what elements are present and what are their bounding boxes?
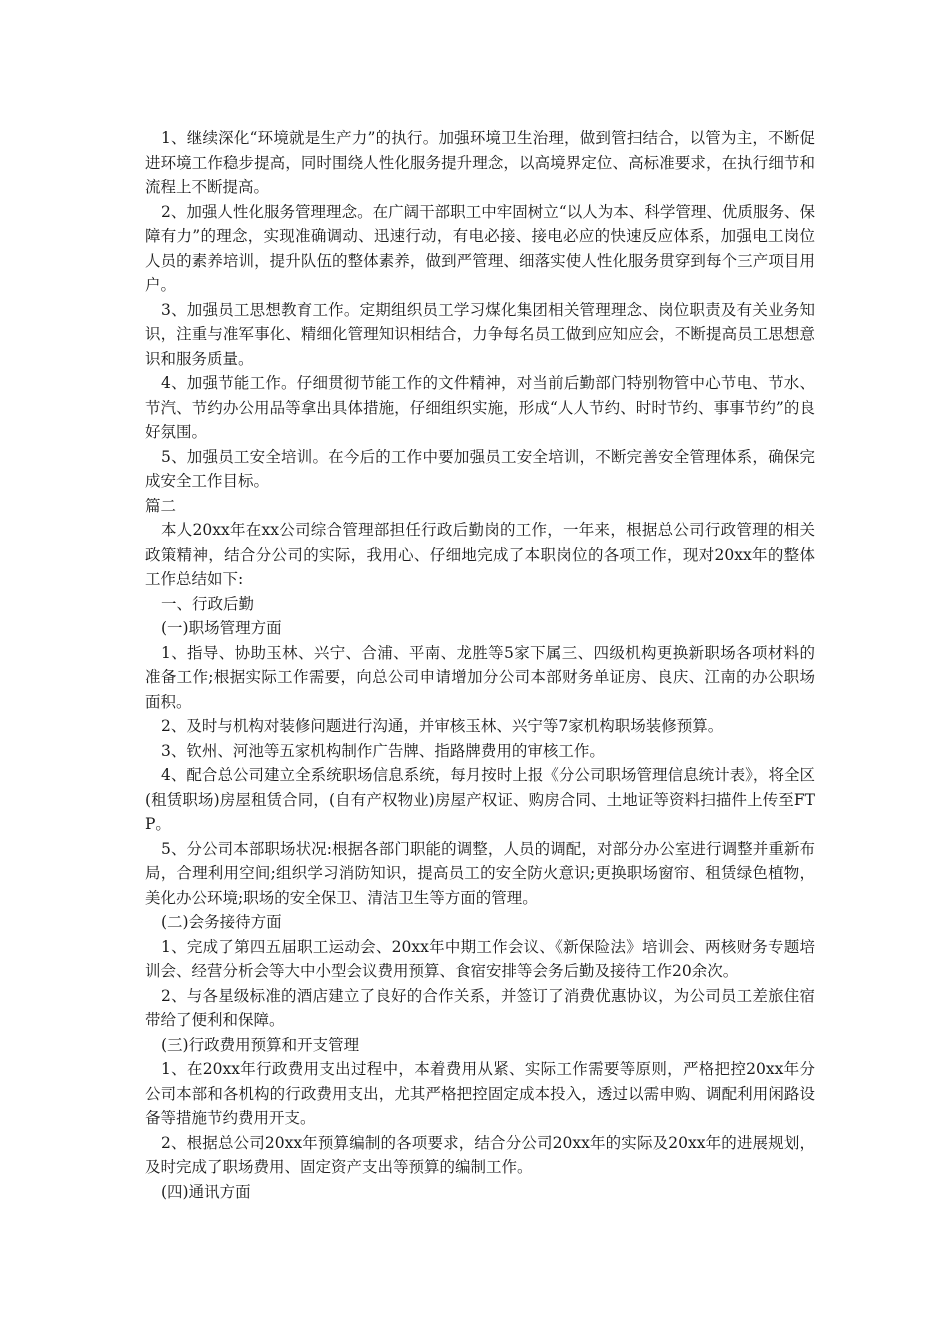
subsection-heading: 一、行政后勤 <box>161 594 255 613</box>
paragraph: 2、与各星级标准的酒店建立了良好的合作关系，并签订了消费优惠协议，为公司员工差旅住宿带给了便利和保障。 <box>145 986 815 1029</box>
subsection-heading: (四)通讯方面 <box>161 1182 251 1201</box>
subsection-heading: (三)行政费用预算和开支管理 <box>161 1035 360 1054</box>
paragraph: 本人20xx年在xx公司综合管理部担任行政后勤岗的工作，一年来，根据总公司行政管理的相关政策精神，结合分公司的实际，我用心、仔细地完成了本职岗位的各项工作，现对20xx年的整体工作总结如下: <box>145 521 815 588</box>
document-body <box>145 126 815 1204</box>
subsection-heading: (一)职场管理方面 <box>161 619 282 637</box>
paragraph: 1、继续深化“环境就是生产力”的执行。加强环境卫生治理，做到管扫结合，以管为主，不断促进环境工作稳步提高，同时围绕人性化服务提升理念，以高境界定位、高标准要求，在执行细节和流程上不断提高。 <box>145 129 815 196</box>
subsection-heading: (二)会务接待方面 <box>161 913 282 931</box>
paragraph: 2、及时与机构对装修问题进行沟通，并审核玉林、兴宁等7家机构职场装修预算。 <box>161 717 724 735</box>
paragraph: 1、指导、协助玉林、兴宁、合浦、平南、龙胜等5家下属三、四级机构更换新职场各项材料的准备工作;根据实际工作需要，向总公司申请增加分公司本部财务单证房、良庆、江南的办公职场面积。 <box>145 643 815 711</box>
paragraph: 5、分公司本部职场状况:根据各部门职能的调整，人员的调配，对部分办公室进行调整并重新布局，合理利用空间;组织学习消防知识，提高员工的安全防火意识;更换职场窗帘、租赁绿色植物，美化办公环境;职场的安全保卫、清洁卫生等方面的管理。 <box>145 839 815 907</box>
paragraph: 3、加强员工思想教育工作。定期组织员工学习煤化集团相关管理理念、岗位职责及有关业务知识，注重与准军事化、精细化管理知识相结合，力争每名员工做到应知应会，不断提高员工思想意识和服务质量。 <box>145 300 815 368</box>
paragraph: 4、加强节能工作。仔细贯彻节能工作的文件精神，对当前后勤部门特别物管中心节电、节水、节汽、节约办公用品等拿出具体措施，仔细组织实施，形成“人人节约、时时节约、事事节约”的良好氛围。 <box>145 374 815 441</box>
paragraph: 1、在20xx年行政费用支出过程中，本着费用从紧、实际工作需要等原则，严格把控20xx年分公司本部和各机构的行政费用支出，尤其严格把控固定成本投入，透过以需申购、调配利用闲路设备等措施节约费用开支。 <box>145 1060 815 1127</box>
paragraph: 2、加强人性化服务管理理念。在广阔干部职工中牢固树立“以人为本、科学管理、优质服务、保障有力”的理念，实现准确调动、迅速行动，有电必接、接电必应的快速反应体系，加强电工岗位人员的素养培训，提升队伍的整体素养，做到严管理、细落实使人性化服务贯穿到每个三产项目用户。 <box>145 202 815 294</box>
paragraph: 5、加强员工安全培训。在今后的工作中要加强员工安全培训，不断完善安全管理体系，确保完成安全工作目标。 <box>145 447 815 490</box>
paragraph: 2、根据总公司20xx年预算编制的各项要求，结合分公司20xx年的实际及20xx年的进展规划，及时完成了职场费用、固定资产支出等预算的编制工作。 <box>145 1133 815 1176</box>
paragraph: 3、钦州、河池等五家机构制作广告牌、指路牌费用的审核工作。 <box>161 741 605 760</box>
paragraph: 4、配合总公司建立全系统职场信息系统，每月按时上报《分公司职场管理信息统计表》，将全区(租赁职场)房屋租赁合同，(自有产权物业)房屋产权证、购房合同、土地证等资料扫描件上传至FTP。 <box>145 766 815 833</box>
paragraph: 1、完成了第四五届职工运动会、20xx年中期工作会议、《新保险法》培训会、两核财务专题培训会、经营分析会等大中小型会议费用预算、食宿安排等会务后勤及接待工作20余次。 <box>145 937 815 980</box>
section-heading: 篇二 <box>145 496 177 515</box>
